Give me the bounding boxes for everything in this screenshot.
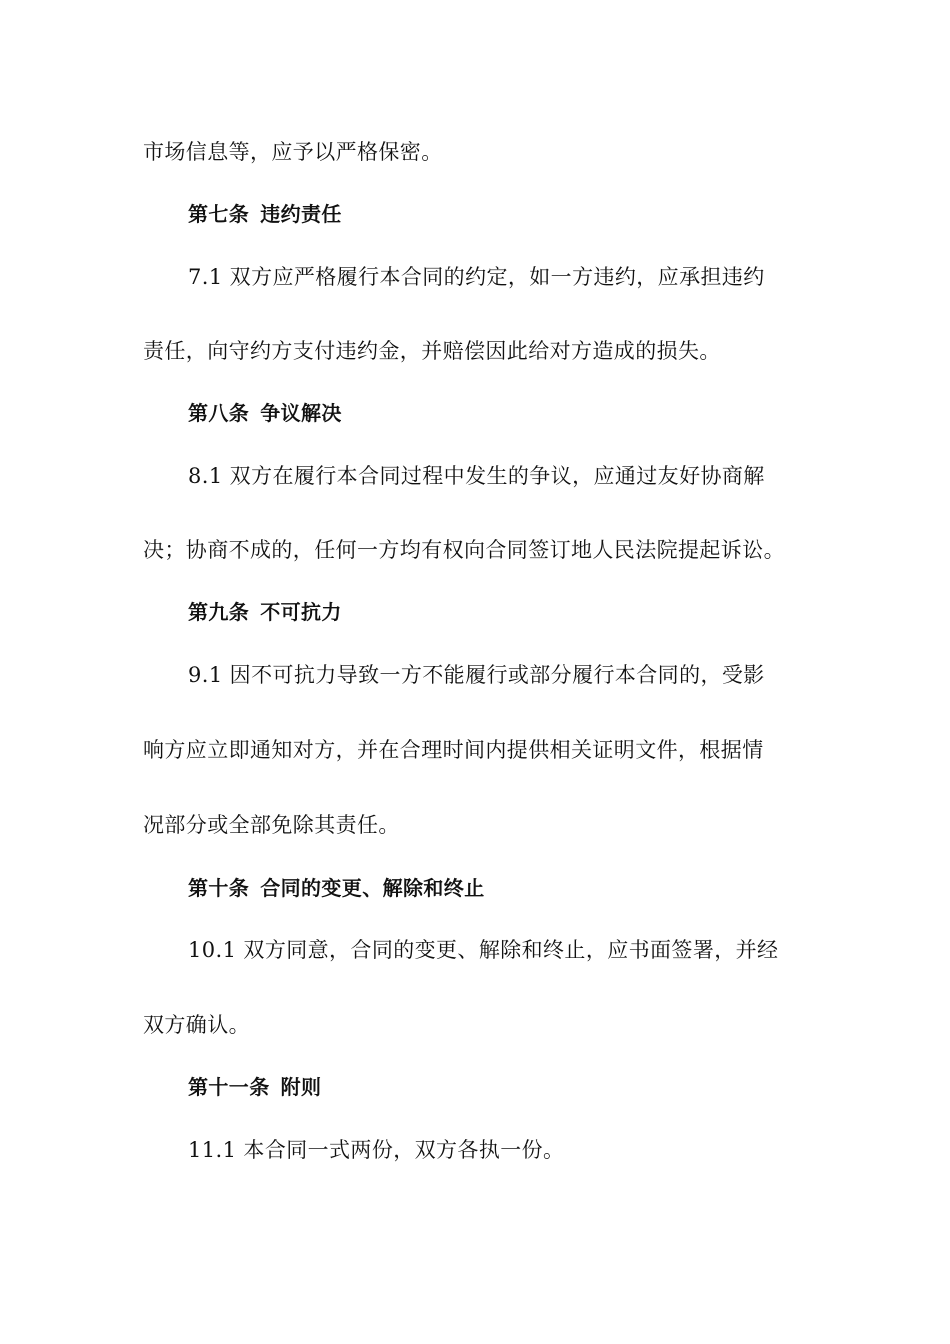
article-heading-7 — [188, 199, 342, 229]
paragraph-line: 11.1 本合同一式两份，双方各执一份。 — [188, 1138, 565, 1162]
article-number: 第七条 — [188, 202, 250, 226]
paragraph-line: 8.1 双方在履行本合同过程中发生的争议，应通过友好协商解 — [188, 464, 765, 488]
article-title: 合同的变更、解除和终止 — [260, 876, 485, 900]
paragraph-line: 责任，向守约方支付违约金，并赔偿因此给对方造成的损失。 — [143, 339, 721, 363]
article-title: 附则 — [280, 1075, 322, 1099]
paragraph-line: 市场信息等，应予以严格保密。 — [143, 140, 443, 164]
article-title: 争议解决 — [260, 401, 342, 425]
article-title: 违约责任 — [260, 202, 342, 226]
paragraph-line: 10.1 双方同意，合同的变更、解除和终止，应书面签署，并经 — [188, 938, 779, 962]
paragraph-line: 况部分或全部免除其责任。 — [143, 813, 400, 837]
article-heading-8 — [188, 398, 342, 428]
article-heading-9 — [188, 597, 342, 627]
article-heading-10 — [188, 873, 485, 903]
article-number: 第十一条 — [188, 1075, 270, 1099]
article-number: 第九条 — [188, 600, 250, 624]
article-number: 第八条 — [188, 401, 250, 425]
article-title: 不可抗力 — [260, 600, 342, 624]
paragraph-line: 9.1 因不可抗力导致一方不能履行或部分履行本合同的，受影 — [188, 663, 765, 687]
paragraph-line: 响方应立即通知对方，并在合理时间内提供相关证明文件，根据情 — [143, 738, 764, 762]
paragraph-line: 7.1 双方应严格履行本合同的约定，如一方违约，应承担违约 — [188, 265, 765, 289]
paragraph-line: 决；协商不成的，任何一方均有权向合同签订地人民法院提起诉讼。 — [143, 538, 785, 562]
article-heading-11 — [188, 1072, 321, 1102]
article-number: 第十条 — [188, 876, 250, 900]
paragraph-line: 双方确认。 — [143, 1013, 250, 1037]
